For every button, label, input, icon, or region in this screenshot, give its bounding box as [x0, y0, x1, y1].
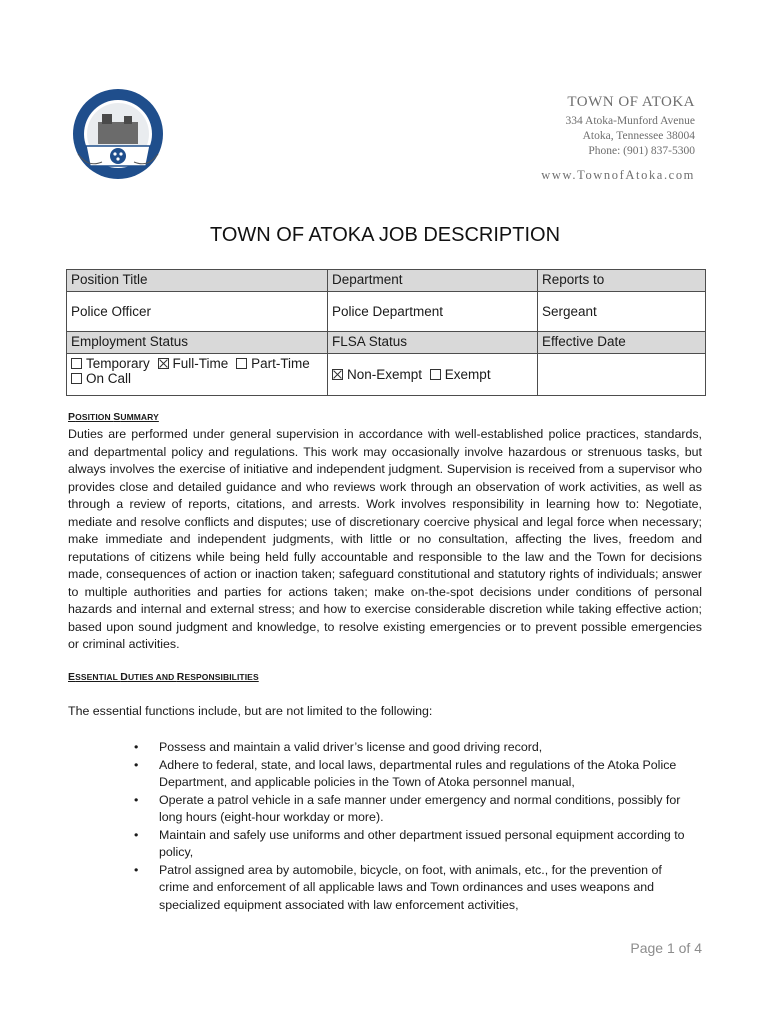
reports-to-value: Sergeant	[538, 292, 706, 332]
flsa-status-label: FLSA Status	[328, 332, 538, 354]
checkbox-full-time[interactable]: Full-Time	[158, 356, 229, 371]
checkbox-non-exempt[interactable]: Non-Exempt	[332, 367, 422, 382]
reports-to-label: Reports to	[538, 270, 706, 292]
duties-list	[134, 739, 694, 914]
essential-duties-heading: ESSENTIAL DUTIES AND RESPONSIBILITIES	[68, 671, 259, 683]
phone-number: Phone: (901) 837-5300	[588, 145, 695, 157]
org-name: TOWN OF ATOKA	[567, 94, 695, 110]
employment-status-label: Employment Status	[67, 332, 328, 354]
department-value: Police Department	[328, 292, 538, 332]
checkbox-temporary[interactable]: Temporary	[71, 356, 150, 371]
website-link[interactable]: www.TownofAtoka.com	[541, 168, 695, 182]
list-item: • Patrol assigned area by automobile, bicycle, on foot, with animals, etc., for the prevention of crime and enforcement of all applicable laws and Town ordinances and uses weapons and specialized equipment associated with law enforcement activities,	[134, 862, 662, 912]
department-label: Department	[328, 270, 538, 292]
checkbox-exempt[interactable]: Exempt	[430, 367, 491, 382]
flsa-status-options	[328, 354, 538, 396]
job-info-table	[66, 269, 706, 396]
position-summary-text: Duties are performed under general supervision in accordance with well-established police practices, standards, and departmental policy and regulations. This work may occasionally involve hazardous or strenuous tasks, but always involves the exercise of initiative and independent judgment. Supervision is received from a supervisor who provides close and detailed guidance and who reviews work through an observation of work activities, as well as through a review of reports, citations, and arrests. Work involves responsibility in learning how to: Negotiate, mediate and resolve conflicts and disputes; use of discretionary coercive physical and legal force when necessary; make immediate and independent judgments, with little or no consultation, affecting the lives, freedom and reputations of citizens while being held fully accountable and responsible to the law and the Town for decisions made, consequences of action or inaction taken; safeguard constitutional and statutory rights of individuals; answer to multiple authorities and parties for actions taken; make on-the-spot decisions under conditions of personal hazards and internal and external stress; and how to exercise considerable discretion while taking effective action; based upon sound judgment and knowledge, to resolve existing emergencies or to prevent possible emergencies or criminal activities.	[68, 427, 702, 651]
list-item: • Maintain and safely use uniforms and other department issued personal equipment according to policy,	[134, 827, 685, 859]
effective-date-value	[538, 354, 706, 396]
document-title: TOWN OF ATOKA JOB DESCRIPTION	[209, 224, 561, 246]
town-seal-logo	[68, 86, 168, 192]
page-number: Page 1 of 4	[630, 940, 702, 956]
position-title-label: Position Title	[67, 270, 328, 292]
effective-date-label: Effective Date	[538, 332, 706, 354]
list-item: • Adhere to federal, state, and local laws, departmental rules and regulations of the Atoka Police Department, and applicable policies in the Town of Atoka personnel manual,	[134, 757, 677, 789]
table-row	[67, 354, 706, 396]
seal-icon	[68, 86, 168, 192]
address-line1: 334 Atoka-Munford Avenue	[565, 115, 695, 127]
address-line2: Atoka, Tennessee 38004	[582, 130, 695, 142]
table-row	[67, 332, 706, 354]
duties-intro: The essential functions include, but are not limited to the following:	[68, 704, 433, 718]
table-row	[67, 270, 706, 292]
checkbox-on-call[interactable]: On Call	[71, 371, 131, 386]
position-title-value: Police Officer	[67, 292, 328, 332]
checkbox-part-time[interactable]: Part-Time	[236, 356, 310, 371]
table-row	[67, 292, 706, 332]
employment-status-options	[67, 354, 328, 396]
list-item: • Operate a patrol vehicle in a safe manner under emergency and normal conditions, possibly for long hours (eight-hour workday or more).	[134, 792, 681, 824]
list-item: • Possess and maintain a valid driver’s license and good driving record,	[134, 740, 543, 754]
position-summary-heading: POSITION SUMMARY	[68, 411, 159, 423]
letterhead	[541, 94, 695, 183]
